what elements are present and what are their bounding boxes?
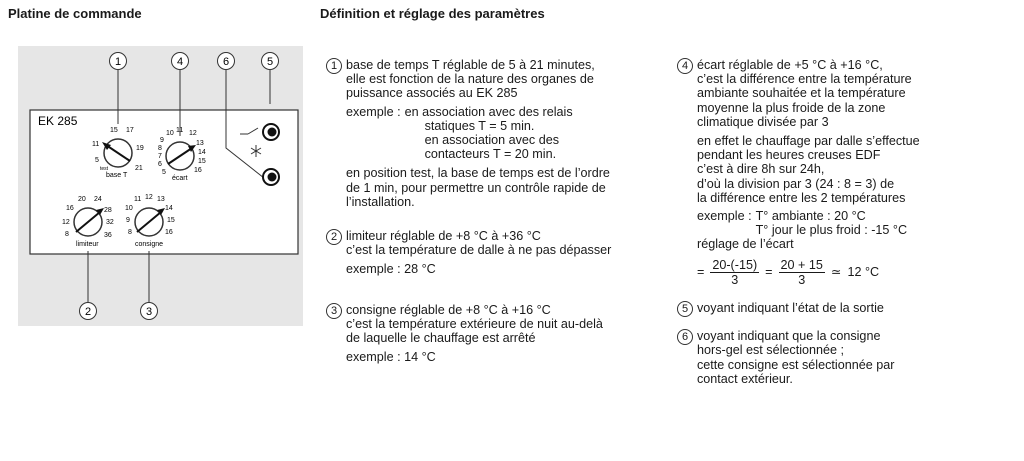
item-number: 6 [677, 329, 693, 345]
indicator-light-6 [263, 169, 279, 185]
svg-text:limiteur: limiteur [76, 241, 99, 248]
svg-text:10: 10 [166, 130, 174, 137]
panel-face [30, 110, 298, 254]
svg-text:16: 16 [66, 205, 74, 212]
right-heading: Définition et réglage des paramètres [320, 6, 545, 21]
svg-text:9: 9 [160, 137, 164, 144]
item-4: 4 écart réglable de +5 °C à +16 °C, c’est la différence entre la température ambiante souhaitée et la température moyenne la plus froide de la zone climatique divisée par 3 en effet le chauffage par dalle s’effectue pendant les heures creuses EDF c’est à dire 8h sur 24h, d’où la division par 3 (24 : 8 = 3) de la différence entre les 2 températures exemple : T° ambiante : 20 °C T° jour le plus froid : -15 °C réglage de l’écart = $\frac{20-(-15)}{3}$ = $\frac{20 + 15}{3}$ ≃ 12 °C [677, 58, 1007, 287]
svg-text:28: 28 [104, 207, 112, 214]
item-number: 2 [326, 229, 342, 245]
svg-text:15: 15 [198, 158, 206, 165]
svg-text:16: 16 [194, 167, 202, 174]
example-block: exemple : T° ambiante : 20 °C T° jour le plus froid : -15 °C [697, 209, 908, 238]
svg-text:6: 6 [222, 56, 230, 68]
fraction-1: $\frac{20-(-15)}{3}$ [712, 257, 758, 287]
svg-text:19: 19 [136, 145, 144, 152]
svg-text:11: 11 [134, 196, 142, 203]
svg-text:16: 16 [165, 229, 173, 236]
svg-text:12: 12 [145, 194, 153, 201]
left-heading: Platine de commande [8, 6, 142, 21]
svg-text:24: 24 [94, 196, 102, 203]
item-3: 3 consigne réglable de +8 °C à +16 °C c’est la température extérieure de nuit au-delà de laquelle le chauffage est arrêté exemple : 14 °C [326, 303, 646, 365]
example-block: exemple : en association avec des relais statiques T = 5 min. en association avec des contacteurs T = 20 min. [346, 104, 573, 162]
svg-text:36: 36 [104, 232, 112, 239]
svg-text:13: 13 [157, 196, 165, 203]
item-number: 5 [677, 301, 693, 317]
item-5: 5 voyant indiquant l’état de la sortie [677, 301, 1007, 315]
svg-text:1: 1 [114, 56, 122, 68]
ecart-formula: = $\frac{20-(-15)}{3}$ = $\frac{20 + 15}{3}$ ≃ 12 °C [697, 257, 880, 287]
svg-text:5: 5 [95, 157, 99, 164]
svg-text:6: 6 [158, 161, 162, 168]
svg-text:test: test [100, 166, 109, 172]
svg-text:32: 32 [106, 219, 114, 226]
svg-text:14: 14 [198, 149, 206, 156]
svg-text:20: 20 [78, 196, 86, 203]
panel-model: EK 285 [38, 114, 78, 128]
svg-text:21: 21 [135, 165, 143, 172]
svg-text:15: 15 [110, 127, 118, 134]
svg-text:10: 10 [125, 205, 133, 212]
svg-text:9: 9 [126, 217, 130, 224]
indicator-light-5 [263, 124, 279, 140]
svg-text:3: 3 [145, 306, 153, 318]
svg-text:11: 11 [92, 141, 100, 148]
control-panel-drawing [18, 46, 303, 326]
svg-text:5: 5 [162, 169, 166, 176]
svg-text:17: 17 [126, 127, 134, 134]
svg-text:5: 5 [266, 56, 274, 68]
control-panel-illustration [18, 46, 303, 326]
svg-text:12: 12 [62, 219, 70, 226]
item-6: 6 voyant indiquant que la consigne hors-gel est sélectionnée ; cette consigne est sélectionnée par contact extérieur. [677, 329, 1007, 386]
item-number: 3 [326, 303, 342, 319]
svg-text:8: 8 [158, 145, 162, 152]
svg-text:13: 13 [196, 140, 204, 147]
svg-text:écart: écart [172, 175, 188, 182]
svg-text:15: 15 [167, 217, 175, 224]
svg-text:4: 4 [176, 56, 184, 68]
svg-text:14: 14 [165, 205, 173, 212]
column-right [677, 58, 1007, 386]
svg-text:8: 8 [65, 231, 69, 238]
item-2: 2 limiteur réglable de +8 °C à +36 °C c’est la température de dalle à ne pas dépasser exemple : 28 °C [326, 229, 646, 277]
item-number: 1 [326, 58, 342, 74]
svg-text:consigne: consigne [135, 241, 164, 248]
item-number: 4 [677, 58, 693, 74]
fraction-2: $\frac{20 + 15}{3}$ [780, 257, 823, 287]
item-1: 1 base de temps T réglable de 5 à 21 minutes, elle est fonction de la nature des organes de puissance associés au EK 285 exemple : en association avec des relais statiques T = 5 min. en association avec des contacteurs T = 20 min. en position test, la base de temps est de l’ordre de 1 min, pour permettre un contrôle rapide de l’installation. [326, 58, 646, 209]
svg-text:8: 8 [128, 229, 132, 236]
column-middle [326, 58, 646, 364]
svg-text:11: 11 [176, 127, 184, 134]
svg-text:12: 12 [189, 130, 197, 137]
svg-text:7: 7 [158, 153, 162, 160]
svg-text:2: 2 [84, 306, 92, 318]
svg-text:base T: base T [106, 172, 128, 179]
